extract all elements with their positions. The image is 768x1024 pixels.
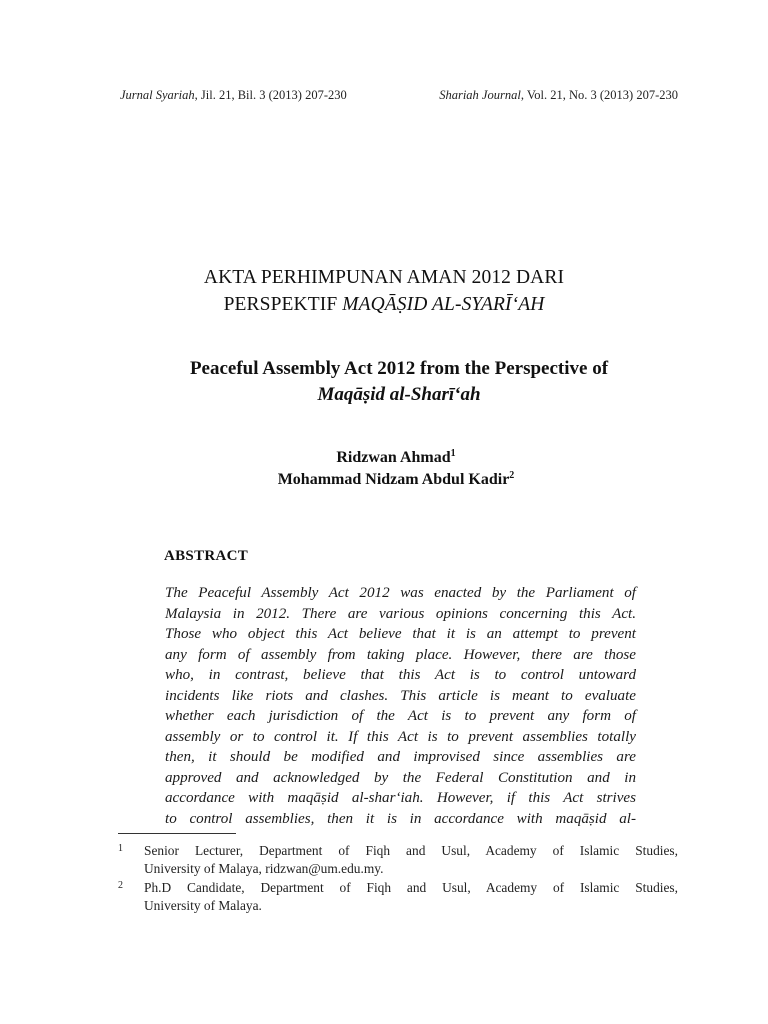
footnote-text [144,879,678,914]
title-english [0,356,768,408]
title-english-italic: Maqāṣid al-Sharī‘ah [317,384,481,405]
running-head-english [439,88,678,103]
abstract-heading: ABSTRACT [164,548,249,564]
abstract-line: who, in contrast, believe that this Act is to control untoward [165,667,636,683]
author [0,469,768,491]
abstract-line: Malaysia in 2012. There are various opinions concerning this Act. [165,605,636,622]
footnote-line: Ph.D Candidate, Department of Fiqh and Usul, Academy of Islamic Studies, [144,880,678,895]
abstract-line: accordance with maqāṣid al-shar‘iah. However, if this Act strives [165,790,636,806]
issue-info-english: , Vol. 21, No. 3 (2013) 207-230 [520,88,678,102]
footnote-line: University of Malaya. [144,897,262,913]
journal-name-malay: Jurnal Syariah [120,88,195,102]
footnote-2 [118,879,678,914]
abstract-line: Those who object this Act believe that it is an attempt to prevent [165,626,636,642]
journal-name-english: Shariah Journal [439,88,521,102]
author-footnote-mark[interactable]: 2 [509,470,515,481]
abstract-line: any form of assembly from taking place. However, there are those [165,646,636,663]
abstract-line: assembly or to control it. If this Act is to prevent assemblies totally [165,728,636,745]
footnote-number: 1 [118,843,123,854]
author-footnote-mark[interactable]: 1 [450,448,456,459]
running-head [120,88,678,103]
footnotes [118,842,678,916]
author-name: Ridzwan Ahmad [336,449,451,466]
footnote-1 [118,842,678,877]
author [0,447,768,469]
title-malay [0,264,768,318]
running-head-malay [120,88,347,103]
abstract-line: The Peaceful Assembly Act 2012 was enacted by the Parliament of [165,585,636,601]
abstract-line: to control assemblies, then it is in accordance with maqāṣid al- [165,810,636,827]
abstract-line: whether each jurisdiction of the Act is to prevent any form of [165,708,636,724]
title-malay-plain: PERSPEKTIF [223,294,343,315]
abstract-line: approved and acknowledged by the Federal Constitution and in [165,769,636,786]
title-malay-line-2 [0,291,768,318]
footnote-divider [118,833,236,834]
footnote-number: 2 [118,880,123,891]
abstract-line: then, it should be modified and improvised since assemblies are [165,749,636,765]
author-name: Mohammad Nidzam Abdul Kadir [277,471,510,488]
abstract-line: incidents like riots and clashes. This article is meant to evaluate [165,687,636,704]
title-english-line-1: Peaceful Assembly Act 2012 from the Perspective of [189,358,609,379]
footnote-line: University of Malaya, ridzwan@um.edu.my. [144,860,384,876]
title-malay-line-1: AKTA PERHIMPUNAN AMAN 2012 DARI [203,267,565,288]
abstract-body [165,583,636,829]
footnote-line: Senior Lecturer, Department of Fiqh and Usul, Academy of Islamic Studies, [144,843,678,858]
title-malay-italic: MAQĀṢID AL-SYARĪ‘AH [342,294,545,315]
author-list [0,447,768,491]
footnote-text [144,842,678,877]
title-english-line-2 [0,382,768,408]
issue-info-malay: , Jil. 21, Bil. 3 (2013) 207-230 [194,88,347,102]
